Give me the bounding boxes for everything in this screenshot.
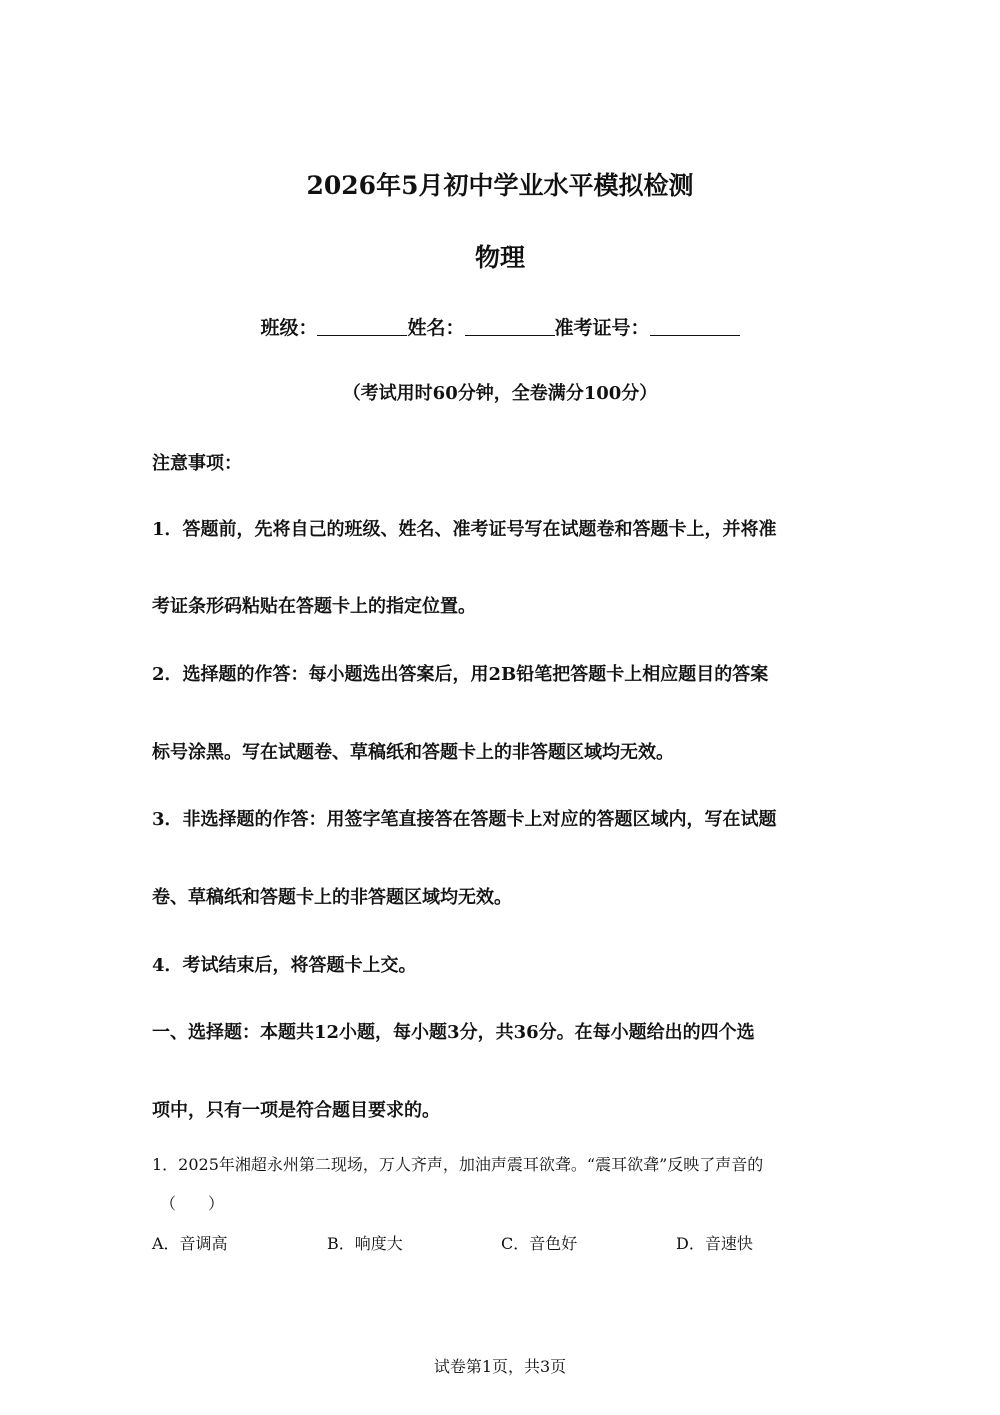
class-blank: [317, 315, 407, 336]
student-info-line: [0, 312, 1000, 344]
exam-time-info: （考试用时60分钟，全卷满分100分）: [342, 383, 658, 404]
exam-title: 2026年5月初中学业水平模拟检测: [306, 171, 694, 200]
exam-subject: 物理: [474, 243, 525, 272]
note-item-2-line-1: 2．选择题的作答：每小题选出答案后，用2B铅笔把答题卡上相应题目的答案: [152, 664, 769, 685]
question-1-option-b: B．响度大: [327, 1234, 403, 1253]
name-label: 姓名：: [407, 317, 465, 339]
section-1-heading-line-2: 项中，只有一项是符合题目要求的。: [152, 1100, 440, 1121]
notes-heading: 注意事项：: [152, 453, 242, 474]
section-1-heading-line-1: 一、选择题：本题共12小题，每小题3分，共36分。在每小题给出的四个选: [152, 1022, 755, 1043]
question-1-stem: 1．2025年湘超永州第二现场，万人齐声，加油声震耳欲聋。“震耳欲聋”反映了声音的: [152, 1155, 764, 1174]
note-item-1-line-2: 考证条形码粘贴在答题卡上的指定位置。: [152, 596, 476, 617]
note-item-2-line-2: 标号涂黑。写在试题卷、草稿纸和答题卡上的非答题区域均无效。: [152, 742, 674, 763]
question-1-option-c: C．音色好: [501, 1234, 578, 1253]
note-item-3-line-2: 卷、草稿纸和答题卡上的非答题区域均无效。: [152, 887, 512, 908]
question-1-option-d: D．音速快: [676, 1234, 753, 1253]
exam-id-blank: [650, 315, 740, 336]
exam-id-label: 准考证号：: [554, 317, 650, 339]
note-item-3-line-1: 3．非选择题的作答：用签字笔直接答在答题卡上对应的答题区域内，写在试题: [152, 809, 777, 830]
name-blank: [465, 315, 555, 336]
note-item-4: 4．考试结束后，将答题卡上交。: [152, 955, 417, 976]
class-label: 班级：: [260, 317, 318, 339]
note-item-1-line-1: 1．答题前，先将自己的班级、姓名、准考证号写在试题卷和答题卡上，并将准: [152, 519, 777, 540]
question-1-answer-bracket: （ ）: [160, 1194, 225, 1213]
question-1-option-a: A．音调高: [152, 1234, 228, 1253]
page-footer: 试卷第1页，共3页: [433, 1357, 567, 1376]
